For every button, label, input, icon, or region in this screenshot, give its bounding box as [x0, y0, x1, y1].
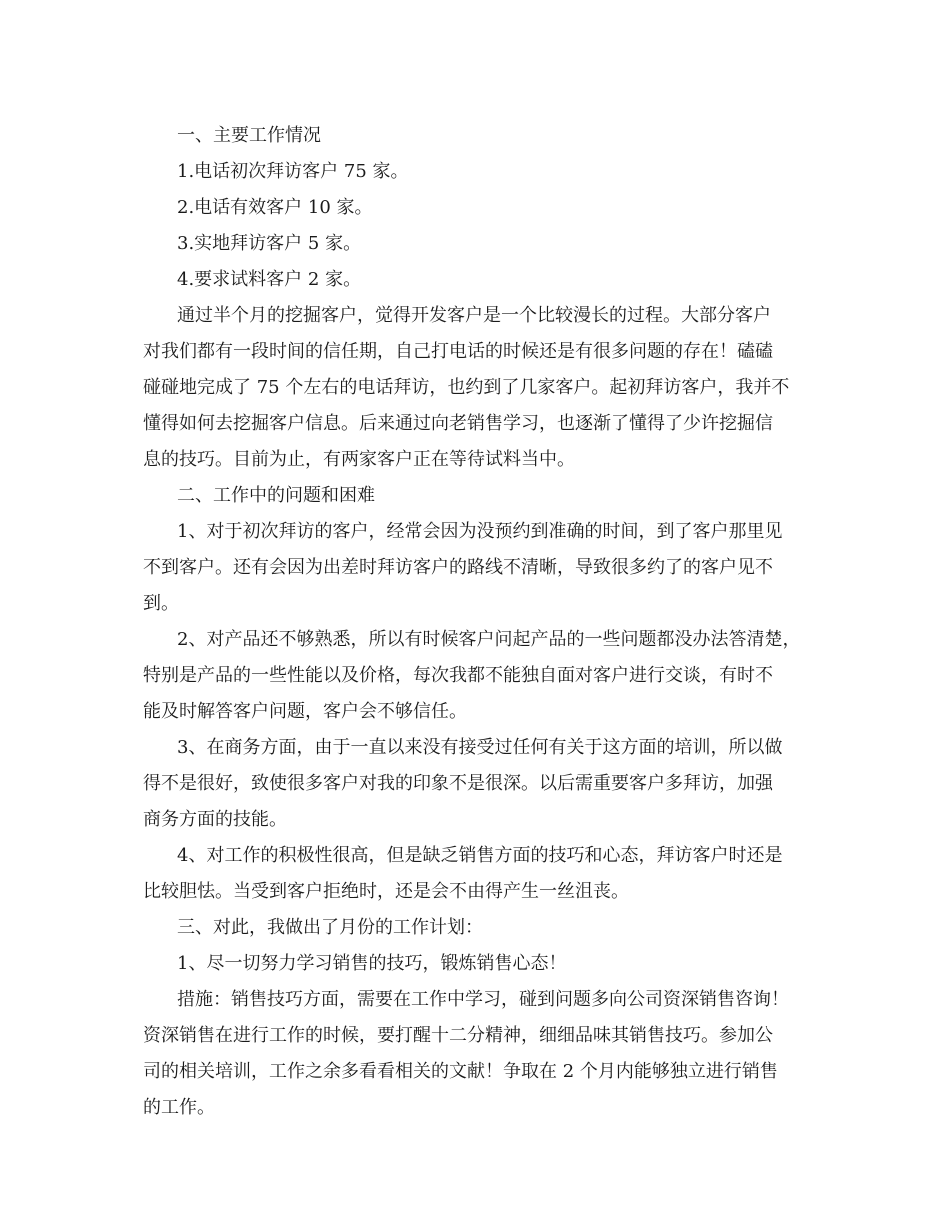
text-line: 得不是很好，致使很多客户对我的印象不是很深。以后需重要客户多拜访，加强: [143, 773, 773, 794]
text-line: 二、工作中的问题和困难: [177, 485, 375, 506]
text-line: 司的相关培训，工作之余多看看相关的文献！争取在 2 个月内能够独立进行销售: [143, 1061, 778, 1082]
text-line: 一、主要工作情况: [177, 125, 321, 146]
text-line: 3.实地拜访客户 5 家。: [177, 233, 362, 254]
text-line: 4、对工作的积极性很高，但是缺乏销售方面的技巧和心态，拜访客户时还是: [177, 845, 783, 866]
text-line: 比较胆怯。当受到客户拒绝时，还是会不由得产生一丝沮丧。: [143, 881, 629, 902]
text-line: 2、对产品还不够熟悉，所以有时候客户问起产品的一些问题都没办法答清楚，: [177, 629, 801, 650]
text-line: 4.要求试料客户 2 家。: [177, 269, 362, 290]
text-line: 对我们都有一段时间的信任期，自己打电话的时候还是有很多问题的存在！磕磕: [143, 341, 773, 362]
text-line: 1.电话初次拜访客户 75 家。: [177, 161, 409, 182]
text-line: 通过半个月的挖掘客户，觉得开发客户是一个比较漫长的过程。大部分客户: [177, 305, 771, 326]
document-body: [143, 118, 808, 1126]
text-line: 懂得如何去挖掘客户信息。后来通过向老销售学习，也逐渐了懂得了少许挖掘信: [143, 413, 773, 434]
text-line: 碰碰地完成了 75 个左右的电话拜访，也约到了几家客户。起初拜访客户，我并不: [143, 377, 790, 398]
text-line: 1、对于初次拜访的客户，经常会因为没预约到准确的时间，到了客户那里见: [177, 521, 783, 542]
text-line: 三、对此，我做出了月份的工作计划：: [177, 917, 483, 938]
text-line: 3、在商务方面，由于一直以来没有接受过任何有关于这方面的培训，所以做: [177, 737, 783, 758]
text-line: 措施：销售技巧方面，需要在工作中学习，碰到问题多向公司资深销售咨询！: [177, 989, 789, 1010]
text-line: 的工作。: [143, 1097, 215, 1118]
text-line: 1、尽一切努力学习销售的技巧，锻炼销售心态！: [177, 953, 567, 974]
text-line: 2.电话有效客户 10 家。: [177, 197, 373, 218]
text-line: 特别是产品的一些性能以及价格，每次我都不能独自面对客户进行交谈，有时不: [143, 665, 773, 686]
text-line: 商务方面的技能。: [143, 809, 287, 830]
text-line: 资深销售在进行工作的时候，要打醒十二分精神，细细品味其销售技巧。参加公: [143, 1025, 773, 1046]
text-line: 不到客户。还有会因为出差时拜访客户的路线不清晰，导致很多约了的客户见不: [143, 557, 773, 578]
text-line: 息的技巧。目前为止，有两家客户正在等待试料当中。: [143, 449, 575, 470]
text-line: 能及时解答客户问题，客户会不够信任。: [143, 701, 467, 722]
text-line: 到。: [143, 593, 179, 614]
